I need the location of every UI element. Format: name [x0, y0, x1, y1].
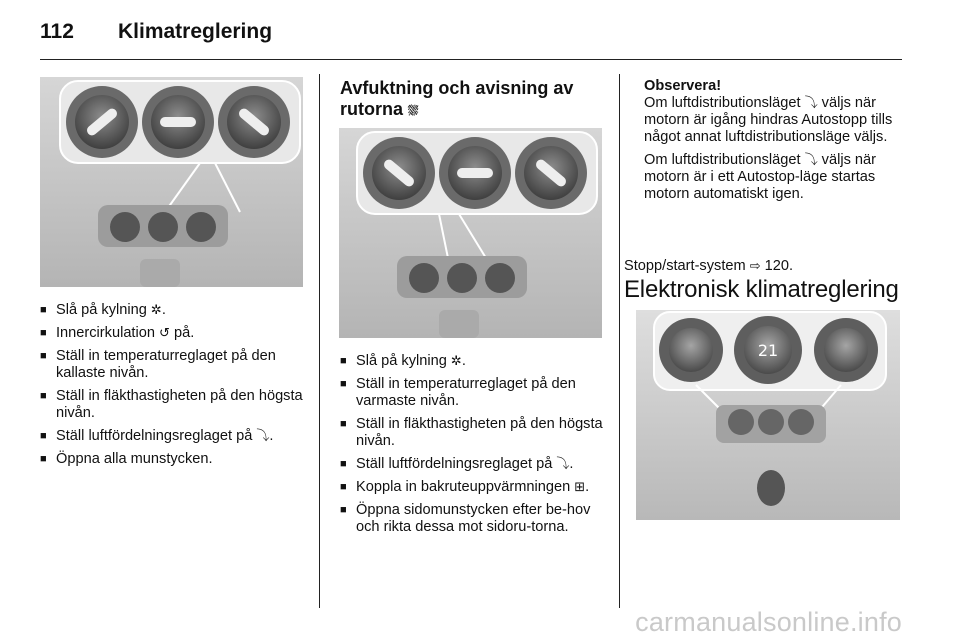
section-heading-defog: Avfuktning och avisning av rutorna ⛆ [340, 78, 574, 119]
column-divider-1 [319, 74, 320, 608]
list-item: ■ Ställ in fläkthastigheten på den högsta nivån. [340, 416, 608, 450]
note-paragraph-1: Om luftdistributionsläget ⤵ väljs när motorn är igång hindras Autostopp tills något annat luftdistributionsläge väljs. [644, 95, 893, 145]
watermark: carmanualsonline.info [635, 607, 902, 637]
list-item: ■ Ställ in temperaturreglaget på den varmaste nivån. [340, 376, 608, 410]
climate-panel-photo-2 [339, 128, 602, 338]
list-item: ■ Öppna alla munstycken. [40, 451, 305, 468]
column-2-list [340, 353, 608, 542]
column-3 [644, 78, 906, 209]
note-box [644, 78, 906, 203]
page-title: Klimatreglering [118, 20, 273, 43]
column-3-section [624, 276, 904, 304]
list-item: ■ Öppna sidomunstycken efter be-hov och rikta dessa mot sidoru-torna. [340, 502, 608, 536]
arrow-right-icon: ⇨ [749, 259, 761, 274]
column-1 [40, 302, 305, 474]
windscreen-defrost-icon: ⛆ [408, 104, 419, 119]
temperature-display: 21 [757, 341, 779, 360]
page-number: 112 [40, 20, 74, 43]
climate-panel-photo-3 [636, 310, 900, 520]
cross-reference: Stopp/start-system ⇨ 120. [624, 258, 794, 274]
air-distribution-windscreen-icon: ⤵ [804, 96, 818, 111]
list-item: ■ Ställ in temperaturreglaget på den kallaste nivån. [40, 348, 305, 382]
page-header [40, 20, 272, 44]
note-title: Observera! [644, 78, 722, 94]
air-distribution-windscreen-icon: ⤵ [556, 457, 570, 472]
column-divider-2 [619, 74, 620, 608]
snowflake-icon: ✲ [150, 303, 162, 318]
recirculation-icon: ↺ [159, 326, 170, 341]
list-item: ■ Slå på kylning ✲. [340, 353, 608, 370]
list-item: ■ Ställ luftfördelningsreglaget på ⤵. [340, 456, 608, 473]
header-rule [40, 59, 902, 60]
rear-window-heating-icon: ⊞ [574, 480, 586, 495]
snowflake-icon: ✲ [450, 354, 462, 369]
list-item: ■ Ställ luftfördelningsreglaget på ⤵. [40, 428, 305, 445]
list-item: ■ Ställ in fläkthastigheten på den högsta nivån. [40, 388, 305, 422]
list-item: ■ Innercirkulation ↺ på. [40, 325, 305, 342]
section-heading-electronic-climate: Elektronisk klimatreglering [624, 276, 899, 303]
defog-steps-list [340, 353, 608, 536]
note-paragraph-2: Om luftdistributionsläget ⤵ väljs när motorn är i ett Autostop-läge startas motorn automatiskt igen. [644, 152, 877, 202]
column-2 [340, 78, 605, 122]
cooling-steps-list [40, 302, 305, 468]
list-item: ■ Koppla in bakruteuppvärmningen ⊞. [340, 479, 608, 496]
climate-panel-photo-1 [40, 77, 303, 287]
list-item: ■ Slå på kylning ✲. [40, 302, 305, 319]
air-distribution-windscreen-icon: ⤵ [804, 153, 818, 168]
air-distribution-icon: ⤵ [256, 429, 270, 444]
